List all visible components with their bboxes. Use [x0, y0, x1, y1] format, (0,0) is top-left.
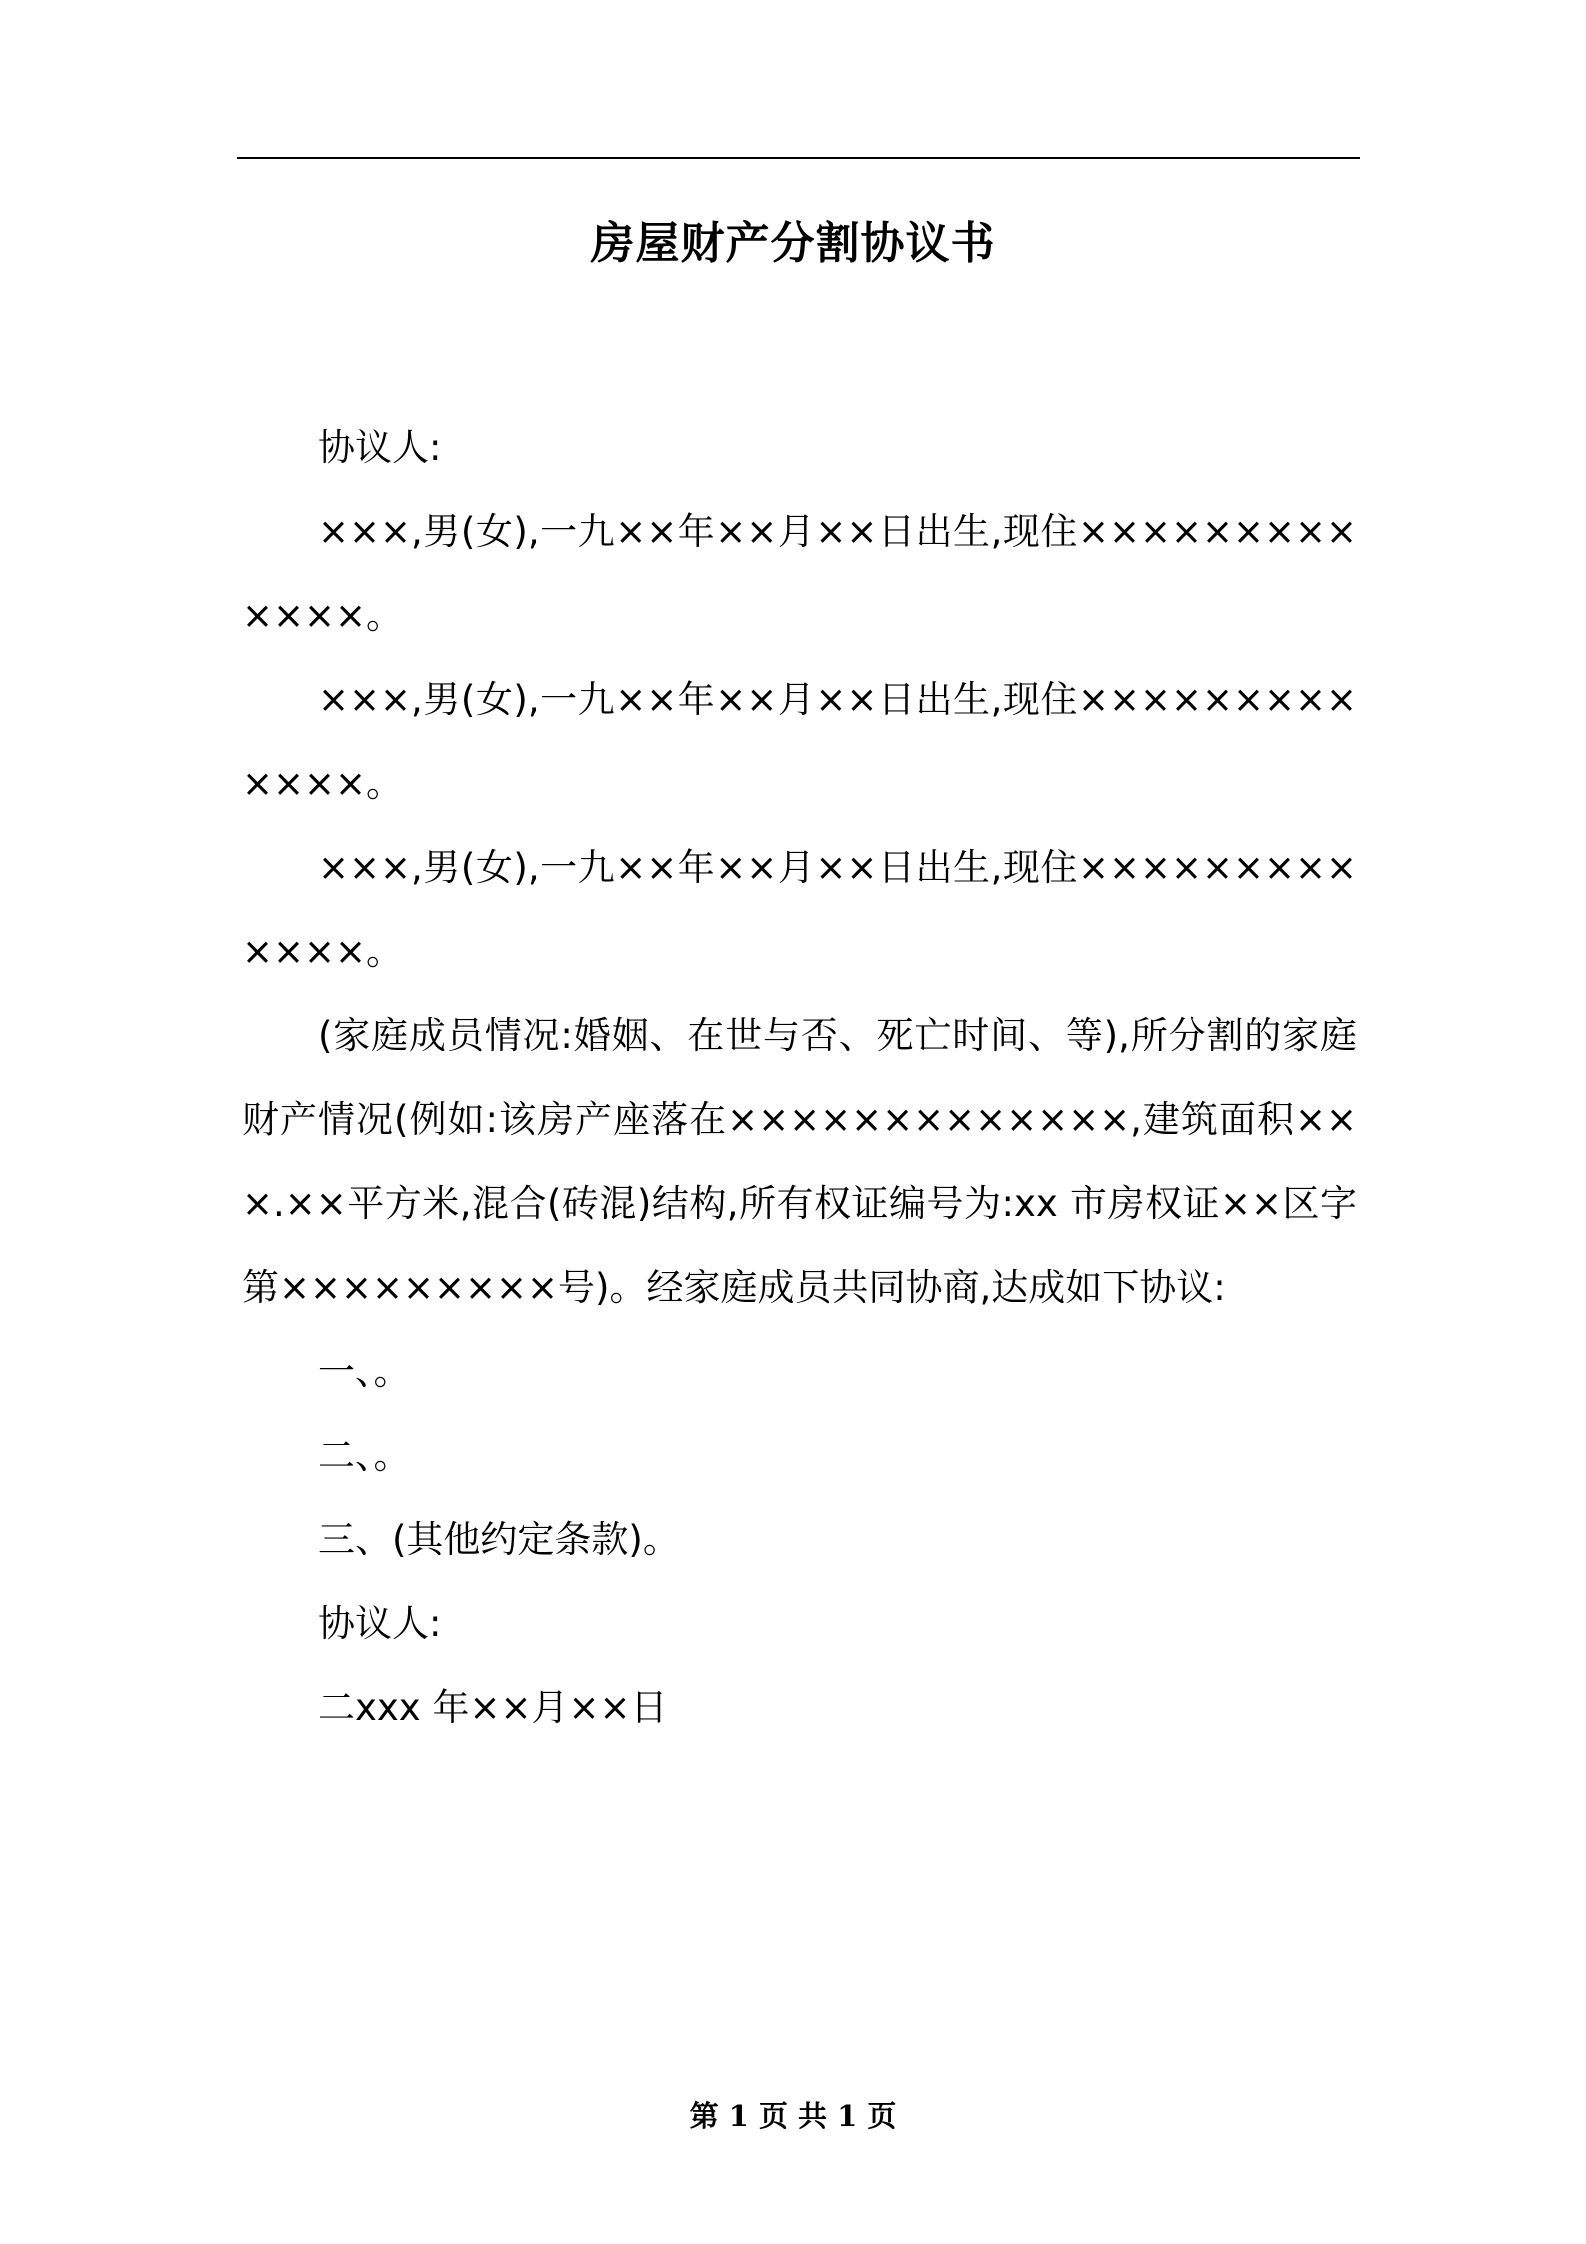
- page-number-footer: 第 1 页 共 1 页: [689, 2099, 897, 2133]
- header-rule: [237, 157, 1360, 159]
- paragraph-party-label: 协议人:: [318, 426, 442, 469]
- paragraph-clause-3: 三、(其他约定条款)。: [318, 1518, 680, 1561]
- paragraph-party-3: ×××,男(女),一九××年××月××日出生,现住×××××××××××××。: [242, 846, 1357, 973]
- paragraph-property-description: (家庭成员情况:婚姻、在世与否、死亡时间、等),所分割的家庭财产情况(例如:该房产座落在×××××××××××××,建筑面积×××.××平方米,混合(砖混)结构,所有权证编号为:xx 市房权证××区字第×××××××××号)。经家庭成员共同协商,达成如下协议:: [242, 1014, 1357, 1309]
- paragraph-date: 二xxx 年××月××日: [318, 1686, 668, 1729]
- paragraph-party-2: ×××,男(女),一九××年××月××日出生,现住×××××××××××××。: [242, 678, 1357, 805]
- document-title: 房屋财产分割协议书: [590, 218, 996, 269]
- paragraph-signature-label: 协议人:: [318, 1602, 442, 1645]
- paragraph-clause-2: 二、。: [318, 1434, 411, 1477]
- paragraph-party-1: ×××,男(女),一九××年××月××日出生,现住×××××××××××××。: [242, 510, 1357, 637]
- document-body: [242, 406, 1357, 1750]
- paragraph-clause-1: 一、。: [318, 1350, 411, 1393]
